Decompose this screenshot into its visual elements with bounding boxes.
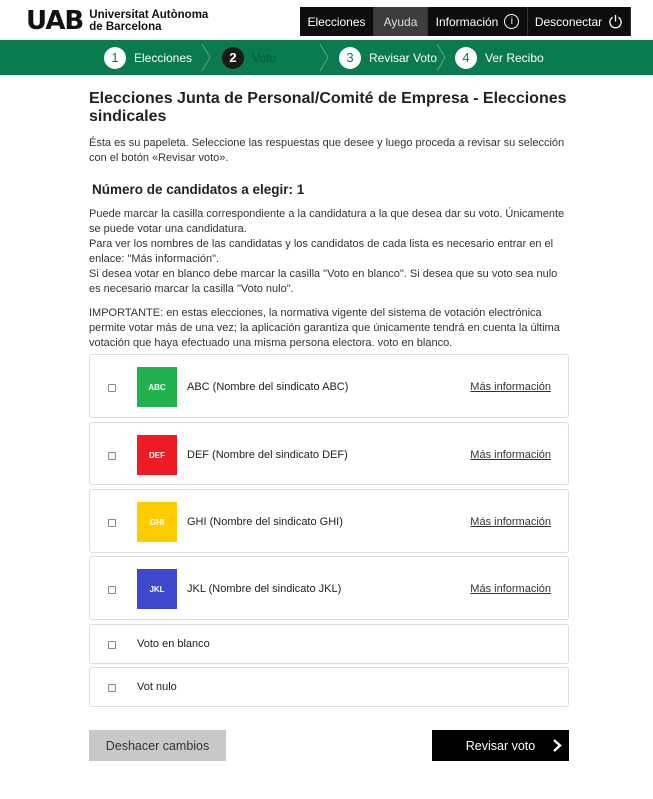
header — [0, 0, 653, 40]
nav-ayuda[interactable] — [374, 7, 428, 36]
instructions-3: Si desea votar en blanco debe marcar la casilla "Voto en blanco". Si desea que su voto sea nulo es necesario marcar la casilla "Voto nulo". — [89, 268, 558, 295]
nav-informacion[interactable] — [428, 7, 528, 36]
review-button-label: Revisar voto — [465, 738, 536, 753]
logo-line-1: Universitat Autònoma — [89, 9, 209, 21]
logo-text — [89, 9, 208, 33]
step-label: Elecciones — [134, 50, 193, 65]
step-3 — [339, 40, 437, 75]
null-vote-label: Vot nulo — [137, 681, 177, 693]
chevron-right-icon — [318, 40, 330, 75]
more-info-link[interactable]: Más información — [470, 449, 551, 461]
candidate-checkbox[interactable] — [108, 519, 116, 527]
null-vote-card — [89, 667, 569, 707]
step-label: Voto — [252, 50, 277, 65]
logo-line-2: de Barcelona — [89, 21, 162, 33]
null-vote-checkbox[interactable] — [108, 684, 116, 692]
nav-elecciones-label: Elecciones — [307, 14, 366, 29]
candidate-logo: JKL — [137, 569, 177, 609]
candidate-name: DEF (Nombre del sindicato DEF) — [187, 449, 348, 461]
step-4 — [455, 40, 544, 75]
step-2 — [222, 40, 276, 75]
candidate-checkbox[interactable] — [108, 586, 116, 594]
top-nav — [300, 7, 631, 36]
step-number: 1 — [104, 47, 126, 69]
candidate-card-def — [89, 422, 569, 485]
step-label: Revisar Voto — [369, 50, 438, 65]
nav-elecciones[interactable] — [300, 7, 374, 36]
blank-vote-checkbox[interactable] — [108, 641, 116, 649]
steps-bar — [0, 40, 653, 75]
step-number: 3 — [339, 47, 361, 69]
info-icon: i — [504, 14, 519, 29]
more-info-link[interactable]: Más información — [470, 583, 551, 595]
step-label: Ver Recibo — [485, 50, 544, 65]
candidate-logo: DEF — [137, 435, 177, 475]
blank-vote-label: Voto en blanco — [137, 638, 210, 650]
review-button[interactable] — [432, 730, 569, 761]
ballot-content — [89, 90, 569, 351]
page-title: Elecciones Junta de Personal/Comité de Empresa - Elecciones sindicales — [89, 90, 567, 125]
candidate-card-abc — [89, 354, 569, 418]
num-candidates-heading: Número de candidatos a elegir: 1 — [92, 182, 305, 197]
chevron-right-icon — [551, 739, 563, 752]
reset-button-label: Deshacer cambios — [105, 738, 210, 753]
candidate-checkbox[interactable] — [108, 452, 116, 460]
candidate-card-ghi — [89, 489, 569, 553]
reset-button[interactable] — [89, 730, 226, 761]
intro-text: Ésta es su papeleta. Seleccione las respuestas que desee y luego proceda a revisar su selección con el botón «Revisar voto». — [89, 137, 565, 164]
more-info-link[interactable]: Más información — [470, 381, 551, 393]
step-number: 4 — [455, 47, 477, 69]
uab-logo[interactable] — [26, 8, 208, 34]
candidate-name: GHI (Nombre del sindicato GHI) — [187, 516, 343, 528]
nav-desconectar[interactable] — [528, 7, 631, 36]
important-note: IMPORTANTE: en estas elecciones, la normativa vigente del sistema de votación electrónica permite votar más de una vez; la aplicación garantiza que únicamente tendrá en cuenta la última votación que haya efectuado una misma persona electora. voto en blanco. — [89, 307, 560, 349]
chevron-right-icon — [200, 40, 212, 75]
candidate-logo: GHI — [137, 502, 177, 542]
more-info-link[interactable]: Más información — [470, 516, 551, 528]
blank-vote-card — [89, 624, 569, 664]
logo-mark: UAB — [26, 6, 84, 36]
nav-informacion-label: Información — [435, 14, 499, 29]
nav-desconectar-label: Desconectar — [534, 14, 603, 29]
instructions-2: Para ver los nombres de las candidatas y los candidatos de cada lista es necesario entrar en el enlace: "Más información". — [89, 238, 554, 265]
step-number: 2 — [222, 47, 244, 69]
chevron-right-icon — [435, 40, 447, 75]
nav-ayuda-label: Ayuda — [383, 14, 418, 29]
candidate-checkbox[interactable] — [108, 384, 116, 392]
candidate-name: ABC (Nombre del sindicato ABC) — [187, 381, 349, 393]
candidate-card-jkl — [89, 556, 569, 620]
power-icon — [608, 14, 623, 29]
candidate-logo: ABC — [137, 367, 177, 407]
instructions-1: Puede marcar la casilla correspondiente a la candidatura a la que desea dar su voto. Únicamente se puede votar una candidatura. — [89, 208, 565, 235]
step-1 — [104, 40, 192, 75]
candidate-name: JKL (Nombre del sindicato JKL) — [187, 583, 342, 595]
